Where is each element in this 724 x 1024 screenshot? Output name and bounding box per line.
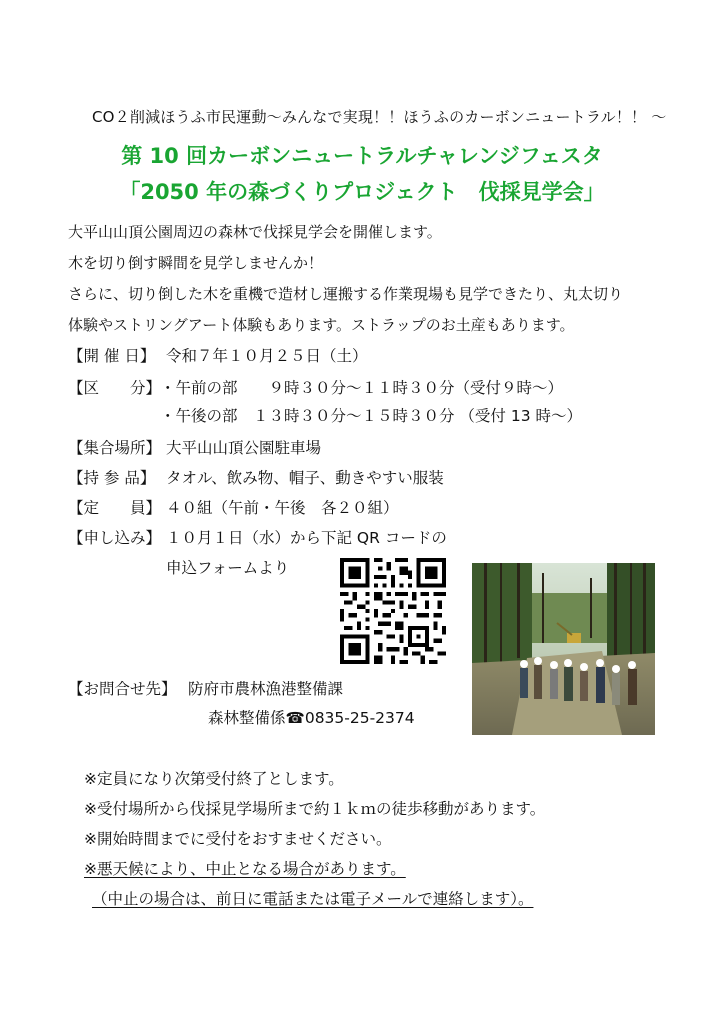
capacity-label: 【定 員】: [68, 499, 162, 517]
contact-section: 森林整備係: [208, 709, 286, 727]
apply-form-text: 申込フォームより: [166, 559, 290, 577]
capacity-value: ４０組（午前・午後 各２０組）: [166, 499, 399, 517]
contact-section-line: [208, 706, 415, 728]
date-label: 【開 催 日】: [68, 347, 156, 365]
forest-site-photo: [472, 563, 655, 735]
place-value: 大平山山頂公園駐車場: [166, 439, 322, 457]
note-item: （中止の場合は、前日に電話または電子メールで連絡します）。: [92, 890, 534, 908]
contact-label: 【お問合せ先】: [68, 680, 177, 698]
items-value: タオル、飲み物、帽子、動きやすい服装: [166, 469, 444, 487]
note-item: ※定員になり次第受付終了とします。: [84, 770, 344, 788]
date-value: 令和７年１０月２５日（土）: [166, 347, 368, 365]
event-subtitle: CO２削減ほうふ市民運動～みんなで実現！！ほうふのカーボンニュートラル！！ ～: [92, 108, 667, 126]
contact-phone[interactable]: 0835-25-2374: [304, 709, 415, 727]
note-item: ※悪天候により、中止となる場合があります。: [84, 860, 406, 878]
note-item: ※開始時間までに受付をおすませください。: [84, 830, 392, 848]
apply-label: 【申し込み】: [68, 529, 162, 547]
event-title: 第 10 回カーボンニュートラルチャレンジフェスタ: [121, 144, 603, 168]
place-label: 【集合場所】: [68, 439, 162, 457]
items-label: 【持 参 品】: [68, 469, 156, 487]
section-label: 【区 分】: [68, 379, 162, 397]
contact-dept: 防府市農林漁港整備課: [188, 680, 344, 698]
intro-line: 木を切り倒す瞬間を見学しませんか！: [68, 254, 324, 272]
phone-icon: ☎: [285, 709, 305, 727]
note-item: ※受付場所から伐採見学場所まで約１ｋｍの徒歩移動があります。: [84, 800, 546, 818]
event-subtitle-project: 「2050 年の森づくりプロジェクト 伐採見学会」: [119, 180, 605, 204]
afternoon-session: ・午後の部 １３時３０分～１５時３０分 （受付 13 時～）: [160, 407, 583, 425]
qr-code[interactable]: [340, 558, 446, 664]
morning-session: ・午前の部 ９時３０分～１１時３０分（受付９時～）: [160, 379, 564, 397]
intro-line: さらに、切り倒した木を重機で造材し運搬する作業現場も見学できたり、丸太切り: [68, 285, 624, 303]
intro-line: 大平山山頂公園周辺の森林で伐採見学会を開催します。: [68, 223, 442, 241]
intro-line: 体験やストリングアート体験もあります。ストラップのお土産もあります。: [68, 316, 575, 334]
apply-value: １０月１日（水）から下記 QR コードの: [166, 529, 447, 547]
